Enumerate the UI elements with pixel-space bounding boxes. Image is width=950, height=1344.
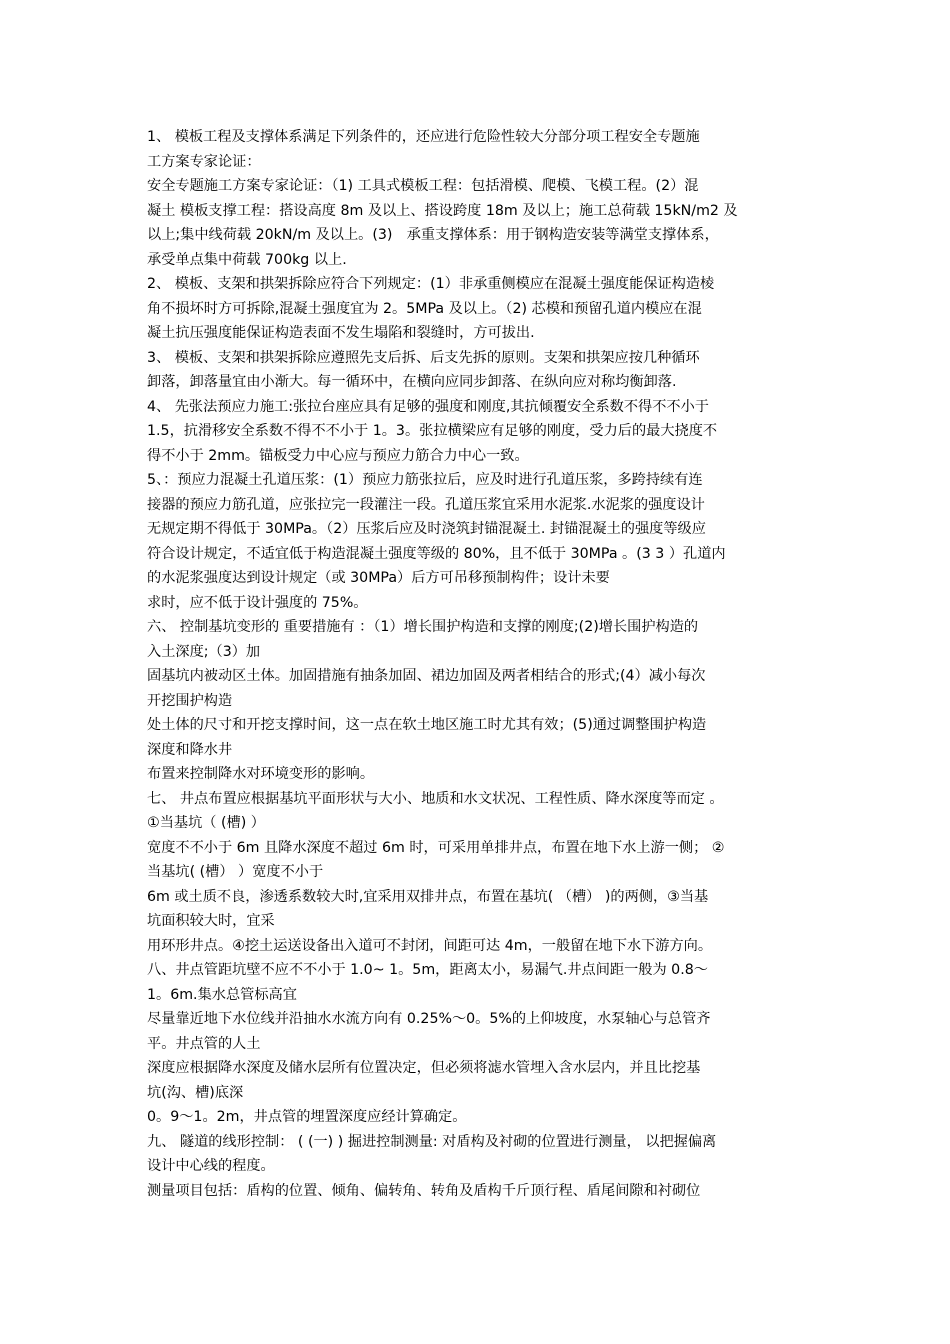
- text-line: 平。井点管的人土: [147, 1035, 261, 1052]
- text-line: 测量项目包括：盾构的位置、倾角、偏转角、转角及盾构千斤顶行程、盾尾间隙和衬砌位: [147, 1182, 701, 1199]
- text-line: 角不损坏时方可拆除,混凝土强度宜为 2。5MPa 及以上。（2) 芯模和预留孔道内模应在混: [147, 300, 702, 317]
- text-line: 求时，应不低于设计强度的 75%。: [147, 594, 368, 611]
- text-line: 的水泥浆强度达到设计规定（或 30MPa）后方可吊移预制构件；设计未要: [147, 570, 610, 586]
- text-line: 凝土 模板支撑工程：搭设高度 8m 及以上、搭设跨度 18m 及以上；施工总荷载 15kN/m2 及: [147, 202, 738, 219]
- text-line: 六、 控制基坑变形的 重要措施有 ：（1）增长围护构造和支撑的刚度;(2)增长围护构造的: [147, 619, 699, 635]
- text-line: 无规定期不得低于 30MPa。（2）压浆后应及时浇筑封锚混凝土. 封锚混凝土的强度等级应: [147, 521, 706, 537]
- text-line: 1。6m.集水总管标高宜: [147, 986, 297, 1003]
- text-line: 坑(沟、槽)底深: [147, 1084, 244, 1101]
- text-line: 八、井点管距坑壁不应不不小于 1.0~ 1。5m，距离太小，易漏气.井点间距一般为 0.8～: [147, 962, 708, 978]
- text-line: 入土深度;（3）加: [147, 643, 261, 660]
- text-line: 0。9～1。2m，井点管的埋置深度应经计算确定。: [147, 1109, 467, 1125]
- text-line: 开挖围护构造: [147, 692, 233, 709]
- text-line: 布置来控制降水对环境变形的影响。: [147, 766, 375, 782]
- text-line: ①当基坑（ (槽) ）: [147, 815, 265, 831]
- text-line: 处土体的尺寸和开挖支撑时间，这一点在软土地区施工时尤其有效；(5)通过调整围护构造: [147, 717, 707, 733]
- text-line: 5、：预应力混凝土孔道压浆：(1）预应力筋张拉后，应及时进行孔道压浆，多跨持续有连: [147, 472, 703, 488]
- text-line: 深度应根据降水深度及储水层所有位置决定，但必须将滤水管埋入含水层内，并且比挖基: [147, 1060, 701, 1076]
- text-line: 坑面积较大时，宜采: [147, 913, 275, 929]
- text-line: 承受单点集中荷载 700kg 以上.: [147, 251, 347, 268]
- text-line: 卸落，卸落量宜由小渐大。每一循环中，在横向应同步卸落、在纵向应对称均衡卸落.: [147, 374, 677, 390]
- text-line: 3、 模板、支架和拱架拆除应遵照先支后拆、后支先拆的原则。支架和拱架应按几种循环: [147, 349, 700, 366]
- text-line: 九、 隧道的线形控制： ( (一) ) 掘进控制测量: 对盾构及衬砌的位置进行测量， 以把握偏离: [147, 1133, 717, 1150]
- text-line: 1、 模板工程及支撑体系满足下列条件的，还应进行危险性较大分部分项工程安全专题施: [147, 129, 700, 145]
- text-line: 用环形井点。④挖土运送设备出入道可不封闭，间距可达 4m，一般留在地下水下游方向。: [147, 937, 713, 954]
- text-line: 接器的预应力筋孔道，应张拉完一段灌注一段。孔道压浆宜采用水泥浆.水泥浆的强度设计: [147, 496, 705, 513]
- text-line: 凝土抗压强度能保证构造表面不发生塌陷和裂缝时，方可拔出.: [147, 325, 535, 341]
- document-body: [147, 125, 823, 1203]
- text-line: 深度和降水井: [147, 741, 233, 758]
- text-line: 宽度不不小于 6m 且降水深度不超过 6m 时，可采用单排井点，布置在地下水上游一侧； ②: [147, 839, 725, 856]
- text-line: 七、 井点布置应根据基坑平面形状与大小、地质和水文状况、工程性质、降水深度等而定 。: [147, 790, 724, 807]
- text-line: 符合设计规定，不适宜低于构造混凝土强度等级的 80%，且不低于 30MPa 。(3 3 ）孔道内: [147, 545, 726, 562]
- text-line: 安全专题施工方案专家论证：（1) 工具式模板工程：包括滑模、爬模、飞模工程。(2）混: [147, 178, 699, 194]
- text-line: 得不小于 2mm。锚板受力中心应与预应力筋合力中心一致。: [147, 447, 529, 464]
- text-line: 尽量靠近地下水位线并沿抽水水流方向有 0.25%～0。5%的上仰坡度，水泵轴心与总管齐: [147, 1011, 711, 1027]
- text-line: 2、 模板、支架和拱架拆除应符合下列规定：(1）非承重侧模应在混凝土强度能保证构造棱: [147, 276, 715, 292]
- text-line: 6m 或土质不良，渗透系数较大时,宜采用双排井点，布置在基坑( （槽） )的两侧，③当基: [147, 888, 709, 905]
- text-line: 固基坑内被动区土体。加固措施有抽条加固、裙边加固及两者相结合的形式;(4）减小每次: [147, 668, 706, 684]
- text-line: 4、 先张法预应力施工:张拉台座应具有足够的强度和刚度,其抗倾覆安全系数不得不不小于: [147, 398, 709, 415]
- text-line: 1.5，抗滑移安全系数不得不不小于 1。3。张拉横梁应有足够的刚度，受力后的最大挠度不: [147, 423, 718, 439]
- text-line: 当基坑( (槽） ）宽度不小于: [147, 864, 324, 880]
- text-line: 工方案专家论证：: [147, 153, 261, 170]
- text-line: 设计中心线的程度。: [147, 1158, 275, 1174]
- text-line: 以上;集中线荷载 20kN/m 及以上。(3) 承重支撑体系：用于钢构造安装等满堂支撑体系，: [147, 227, 719, 243]
